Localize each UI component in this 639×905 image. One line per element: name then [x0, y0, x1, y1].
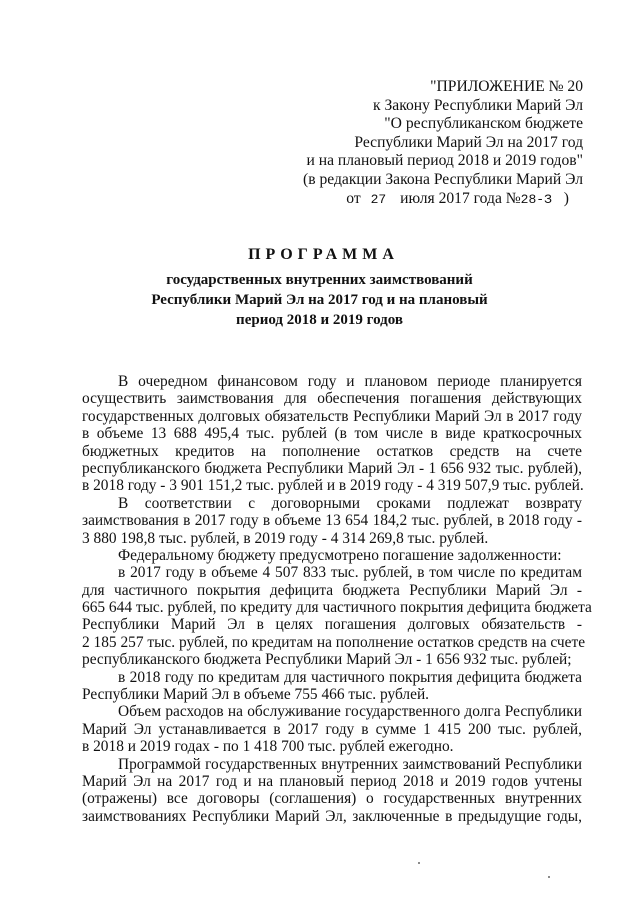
scan-speck	[548, 876, 550, 878]
body-line: Марий Эл на 2017 год и на плановый период 2018 и 2019 годов учтены	[82, 772, 582, 790]
subtitle-line: период 2018 и 2019 годов	[236, 312, 403, 328]
body-line: в 2018 году - 3 901 151,2 тыс. рублей и в 2019 году - 4 319 507,9 тыс. рублей.	[82, 477, 584, 495]
body-line: Республики Марий Эл в объеме 755 466 тыс. рублей.	[82, 686, 430, 704]
document-body	[82, 373, 592, 825]
body-line: В очередном финансовом году и плановом периоде планируется	[118, 373, 582, 390]
body-line: бюджетных кредитов на пополнение остатков средств на счете	[82, 442, 582, 460]
body-line: Республики Марий Эл в целях погашения долговых обязательств -	[82, 616, 582, 634]
appendix-header	[283, 78, 583, 209]
body-line: в 2017 году в объеме 4 507 833 тыс. рублей, в том числе по кредитам	[118, 564, 582, 582]
body-line: в объеме 13 688 495,4 тыс. рублей (в том числе в виде краткосрочных	[82, 425, 582, 443]
body-line: Программой государственных внутренних заимствований Республики	[118, 755, 582, 773]
body-line: Объем расходов на обслуживание государственного долга Республики	[118, 703, 582, 721]
body-line: 665 644 тыс. рублей, по кредиту для частичного покрытия дефицита бюджета	[82, 599, 592, 617]
subtitle-line: Республики Марий Эл на 2017 год и на плановый	[151, 292, 488, 308]
appendix-line: "ПРИЛОЖЕНИЕ № 20	[430, 78, 583, 95]
document-title: ПРОГРАММА	[248, 246, 399, 263]
appendix-date-line	[283, 190, 583, 210]
appendix-line: Республики Марий Эл на 2017 год	[354, 133, 583, 151]
scan-speck	[418, 862, 420, 864]
body-line: республиканского бюджета Республики Марий Эл - 1 656 932 тыс. рублей;	[82, 651, 572, 669]
appendix-line: (в редакции Закона Республики Марий Эл	[303, 170, 583, 188]
appendix-line: к Закону Республики Марий Эл	[373, 96, 583, 114]
body-line: для частичного покрытия дефицита бюджета Республики Марий Эл -	[82, 581, 582, 599]
law-number: 28-З	[520, 191, 552, 207]
body-line: Федеральному бюджету предусмотрено погашение задолженности:	[118, 546, 562, 564]
date-suffix: )	[563, 189, 569, 207]
body-line: В соответствии с договорными сроками подлежат возврату	[118, 494, 582, 512]
appendix-line: и на плановый период 2018 и 2019 годов"	[306, 152, 583, 170]
body-line: в 2018 и 2019 годах - по 1 418 700 тыс. рублей ежегодно.	[82, 738, 454, 756]
body-line: республиканского бюджета Республики Марий Эл - 1 656 932 тыс. рублей),	[82, 459, 582, 477]
date-middle: июля 2017 года №	[400, 189, 521, 207]
body-line: 2 185 257 тыс. рублей, по кредитам на пополнение остатков средств на счете	[82, 633, 586, 651]
date-day: 27	[370, 191, 387, 207]
document-subtitle	[0, 270, 639, 330]
appendix-line: "О республиканском бюджете	[384, 115, 583, 133]
date-prefix: от	[346, 189, 361, 207]
body-line: осуществить заимствования для обеспечения погашения действующих	[82, 390, 582, 408]
body-line: Марий Эл устанавливается в 2017 году в сумме 1 415 200 тыс. рублей,	[82, 720, 582, 738]
body-line: 3 880 198,8 тыс. рублей, в 2019 году - 4 314 269,8 тыс. рублей.	[82, 529, 489, 547]
body-line: (отражены) все договоры (соглашения) о государственных внутренних	[82, 790, 582, 808]
subtitle-line: государственных внутренних заимствований	[166, 272, 473, 288]
body-line: заимствования в 2017 году в объеме 13 654 184,2 тыс. рублей, в 2018 году -	[82, 512, 582, 530]
body-line: государственных долговых обязательств Республики Марий Эл в 2017 году	[82, 407, 582, 425]
body-line: заимствованиях Республики Марий Эл, заключенные в предыдущие годы,	[82, 807, 582, 825]
body-line: в 2018 году по кредитам для частичного покрытия дефицита бюджета	[118, 668, 582, 686]
